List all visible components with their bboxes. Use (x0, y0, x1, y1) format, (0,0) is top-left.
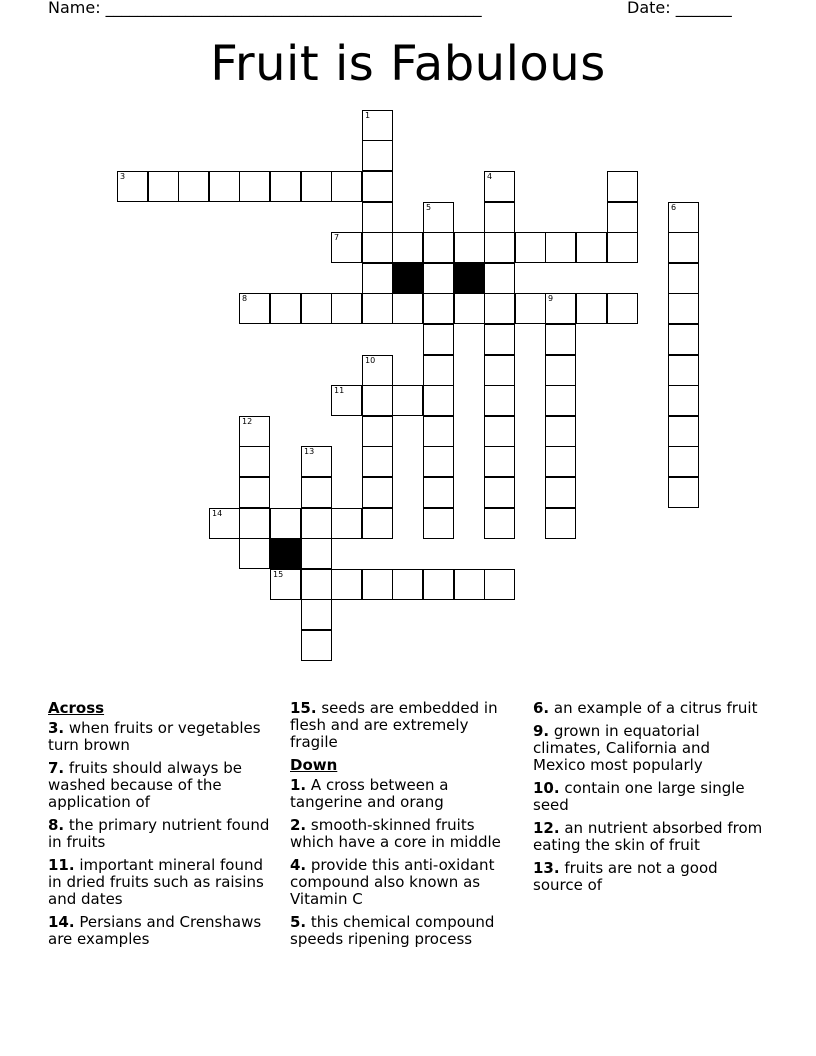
black-square (270, 538, 301, 569)
clue-item (48, 857, 278, 908)
across-clue-list-cont (290, 700, 520, 751)
crossword-cell[interactable] (423, 385, 454, 416)
crossword-cell[interactable] (392, 232, 423, 263)
crossword-cell[interactable] (301, 538, 332, 569)
clue-text: Persians and Crenshaws are examples (48, 913, 262, 948)
crossword-cell[interactable] (423, 202, 454, 233)
clue-number: 15. (290, 699, 317, 717)
crossword-cell[interactable] (362, 263, 393, 294)
crossword-cell[interactable] (423, 355, 454, 386)
crossword-cell[interactable] (331, 508, 362, 539)
crossword-cell[interactable] (484, 293, 515, 324)
crossword-cell[interactable] (668, 416, 699, 447)
clue-number-label: 8 (242, 294, 248, 303)
black-square (454, 263, 485, 294)
down-heading: Down (290, 756, 338, 774)
crossword-cell[interactable] (423, 569, 454, 600)
crossword-cell[interactable] (239, 446, 270, 477)
crossword-cell[interactable] (545, 355, 576, 386)
crossword-cell[interactable] (239, 416, 270, 447)
crossword-cell[interactable] (484, 263, 515, 294)
crossword-cell[interactable] (668, 477, 699, 508)
clue-item (533, 700, 763, 717)
crossword-cell[interactable] (423, 446, 454, 477)
clue-number-label: 11 (334, 386, 345, 395)
crossword-cell[interactable] (270, 293, 301, 324)
clue-number-label: 12 (242, 417, 253, 426)
crossword-cell[interactable] (392, 293, 423, 324)
name-field[interactable]: Name: _______________________________________________ (48, 0, 482, 17)
crossword-cell[interactable] (301, 599, 332, 630)
crossword-cell[interactable] (331, 171, 362, 202)
clue-item (290, 700, 520, 751)
crossword-cell[interactable] (331, 232, 362, 263)
clue-item (290, 857, 520, 908)
crossword-cell[interactable] (668, 263, 699, 294)
crossword-cell[interactable] (668, 232, 699, 263)
date-field[interactable]: Date: _______ (627, 0, 732, 17)
across-heading: Across (48, 699, 105, 717)
clue-number: 12. (533, 819, 560, 837)
clue-text: provide this anti-oxidant compound also known as Vitamin C (290, 856, 495, 908)
crossword-cell[interactable] (362, 202, 393, 233)
crossword-cell[interactable] (301, 293, 332, 324)
crossword-cell[interactable] (545, 385, 576, 416)
crossword-cell[interactable] (362, 569, 393, 600)
clue-number: 1. (290, 776, 307, 794)
crossword-cell[interactable] (515, 232, 546, 263)
crossword-cell[interactable] (423, 508, 454, 539)
crossword-cell[interactable] (301, 508, 332, 539)
crossword-cell[interactable] (301, 171, 332, 202)
crossword-cell[interactable] (545, 477, 576, 508)
crossword-cell[interactable] (270, 508, 301, 539)
clue-number: 2. (290, 816, 307, 834)
clue-column-2 (290, 700, 520, 954)
crossword-cell[interactable] (484, 171, 515, 202)
clue-text: smooth-skinned fruits which have a core in middle (290, 816, 501, 851)
clue-number: 9. (533, 722, 550, 740)
crossword-cell[interactable] (270, 569, 301, 600)
crossword-cell[interactable] (362, 355, 393, 386)
clue-item (533, 820, 763, 854)
crossword-cell[interactable] (576, 232, 607, 263)
clue-item (533, 723, 763, 774)
crossword-cell[interactable] (423, 263, 454, 294)
crossword-cell[interactable] (668, 202, 699, 233)
clue-number-label: 1 (365, 111, 371, 120)
clue-number-label: 15 (273, 570, 284, 579)
crossword-cell[interactable] (484, 202, 515, 233)
crossword-cell[interactable] (484, 355, 515, 386)
crossword-cell[interactable] (454, 293, 485, 324)
clue-number: 4. (290, 856, 307, 874)
crossword-cell[interactable] (515, 293, 546, 324)
clue-item (290, 914, 520, 948)
crossword-cell[interactable] (607, 232, 638, 263)
crossword-cell[interactable] (392, 385, 423, 416)
crossword-cell[interactable] (301, 630, 332, 661)
clue-number-label: 5 (426, 203, 432, 212)
crossword-cell[interactable] (545, 446, 576, 477)
clue-number-label: 3 (120, 172, 126, 181)
crossword-cell[interactable] (484, 477, 515, 508)
crossword-cell[interactable] (607, 293, 638, 324)
crossword-cell[interactable] (454, 569, 485, 600)
crossword-cell[interactable] (209, 508, 240, 539)
clue-text: when fruits or vegetables turn brown (48, 719, 261, 754)
clue-text: an example of a citrus fruit (549, 699, 758, 717)
clue-number: 14. (48, 913, 75, 931)
clue-text: contain one large single seed (533, 779, 745, 814)
crossword-cell[interactable] (392, 569, 423, 600)
clue-number: 3. (48, 719, 65, 737)
crossword-cell[interactable] (423, 324, 454, 355)
crossword-cell[interactable] (362, 416, 393, 447)
crossword-cell[interactable] (423, 293, 454, 324)
black-square (392, 263, 423, 294)
clue-number-label: 10 (365, 356, 376, 365)
crossword-cell[interactable] (362, 140, 393, 171)
crossword-cell[interactable] (484, 385, 515, 416)
crossword-cell[interactable] (117, 171, 148, 202)
crossword-cell[interactable] (362, 477, 393, 508)
crossword-cell[interactable] (484, 416, 515, 447)
crossword-cell[interactable] (331, 293, 362, 324)
crossword-cell[interactable] (239, 477, 270, 508)
crossword-cell[interactable] (668, 446, 699, 477)
puzzle-title: Fruit is Fabulous (210, 36, 606, 92)
clue-text: A cross between a tangerine and orang (290, 776, 449, 811)
crossword-cell[interactable] (545, 293, 576, 324)
clue-number-label: 7 (334, 233, 340, 242)
clue-number: 6. (533, 699, 550, 717)
clue-text: the primary nutrient found in fruits (48, 816, 270, 851)
crossword-cell[interactable] (668, 355, 699, 386)
clue-item (290, 817, 520, 851)
clue-number: 13. (533, 859, 560, 877)
crossword-cell[interactable] (484, 508, 515, 539)
crossword-cell[interactable] (545, 232, 576, 263)
crossword-cell[interactable] (454, 232, 485, 263)
crossword-cell[interactable] (545, 508, 576, 539)
clue-number-label: 4 (487, 172, 493, 181)
crossword-cell[interactable] (423, 416, 454, 447)
crossword-cell[interactable] (362, 232, 393, 263)
crossword-cell[interactable] (362, 446, 393, 477)
crossword-cell[interactable] (178, 171, 209, 202)
crossword-cell[interactable] (239, 171, 270, 202)
clue-number-label: 9 (548, 294, 554, 303)
clue-column-1 (48, 700, 278, 954)
crossword-cell[interactable] (607, 202, 638, 233)
crossword-cell[interactable] (270, 171, 301, 202)
clue-number-label: 13 (304, 447, 315, 456)
clue-item (290, 777, 520, 811)
clue-number: 11. (48, 856, 75, 874)
clue-item (48, 817, 278, 851)
crossword-cell[interactable] (576, 293, 607, 324)
clue-column-3 (533, 700, 763, 900)
crossword-cell[interactable] (362, 171, 393, 202)
crossword-cell[interactable] (148, 171, 179, 202)
clue-number: 5. (290, 913, 307, 931)
crossword-cell[interactable] (362, 385, 393, 416)
crossword-cell[interactable] (668, 324, 699, 355)
across-clue-list (48, 720, 278, 948)
crossword-cell[interactable] (362, 293, 393, 324)
crossword-cell[interactable] (484, 324, 515, 355)
crossword-cell[interactable] (545, 416, 576, 447)
crossword-cell[interactable] (331, 385, 362, 416)
down-clue-list-cont (533, 700, 763, 894)
clue-number-label: 14 (212, 509, 223, 518)
crossword-cell[interactable] (362, 508, 393, 539)
crossword-cell[interactable] (484, 569, 515, 600)
clue-item (48, 914, 278, 948)
crossword-cell[interactable] (484, 446, 515, 477)
crossword-cell[interactable] (668, 385, 699, 416)
crossword-cell[interactable] (239, 508, 270, 539)
clue-item (533, 780, 763, 814)
clue-item (533, 860, 763, 894)
crossword-cell[interactable] (607, 171, 638, 202)
crossword-cell[interactable] (484, 232, 515, 263)
clue-number: 8. (48, 816, 65, 834)
crossword-cell[interactable] (362, 110, 393, 141)
down-clue-list (290, 777, 520, 948)
crossword-cell[interactable] (239, 293, 270, 324)
clue-number: 10. (533, 779, 560, 797)
clue-text: seeds are embedded in flesh and are extremely fragile (290, 699, 498, 751)
clue-item (48, 760, 278, 811)
clue-number-label: 6 (671, 203, 677, 212)
crossword-cell[interactable] (239, 538, 270, 569)
crossword-cell[interactable] (301, 569, 332, 600)
crossword-cell[interactable] (545, 324, 576, 355)
clue-text: fruits are not a good source of (533, 859, 718, 894)
clue-text: this chemical compound speeds ripening process (290, 913, 495, 948)
clue-text: important mineral found in dried fruits such as raisins and dates (48, 856, 264, 908)
crossword-cell[interactable] (331, 569, 362, 600)
clue-item (48, 720, 278, 754)
clue-text: grown in equatorial climates, California and Mexico most popularly (533, 722, 711, 774)
crossword-cell[interactable] (423, 477, 454, 508)
clue-text: an nutrient absorbed from eating the skin of fruit (533, 819, 763, 854)
clue-text: fruits should always be washed because of the application of (48, 759, 242, 811)
crossword-cell[interactable] (423, 232, 454, 263)
crossword-cell[interactable] (301, 477, 332, 508)
crossword-cell[interactable] (668, 293, 699, 324)
crossword-cell[interactable] (301, 446, 332, 477)
clue-number: 7. (48, 759, 65, 777)
crossword-cell[interactable] (209, 171, 240, 202)
